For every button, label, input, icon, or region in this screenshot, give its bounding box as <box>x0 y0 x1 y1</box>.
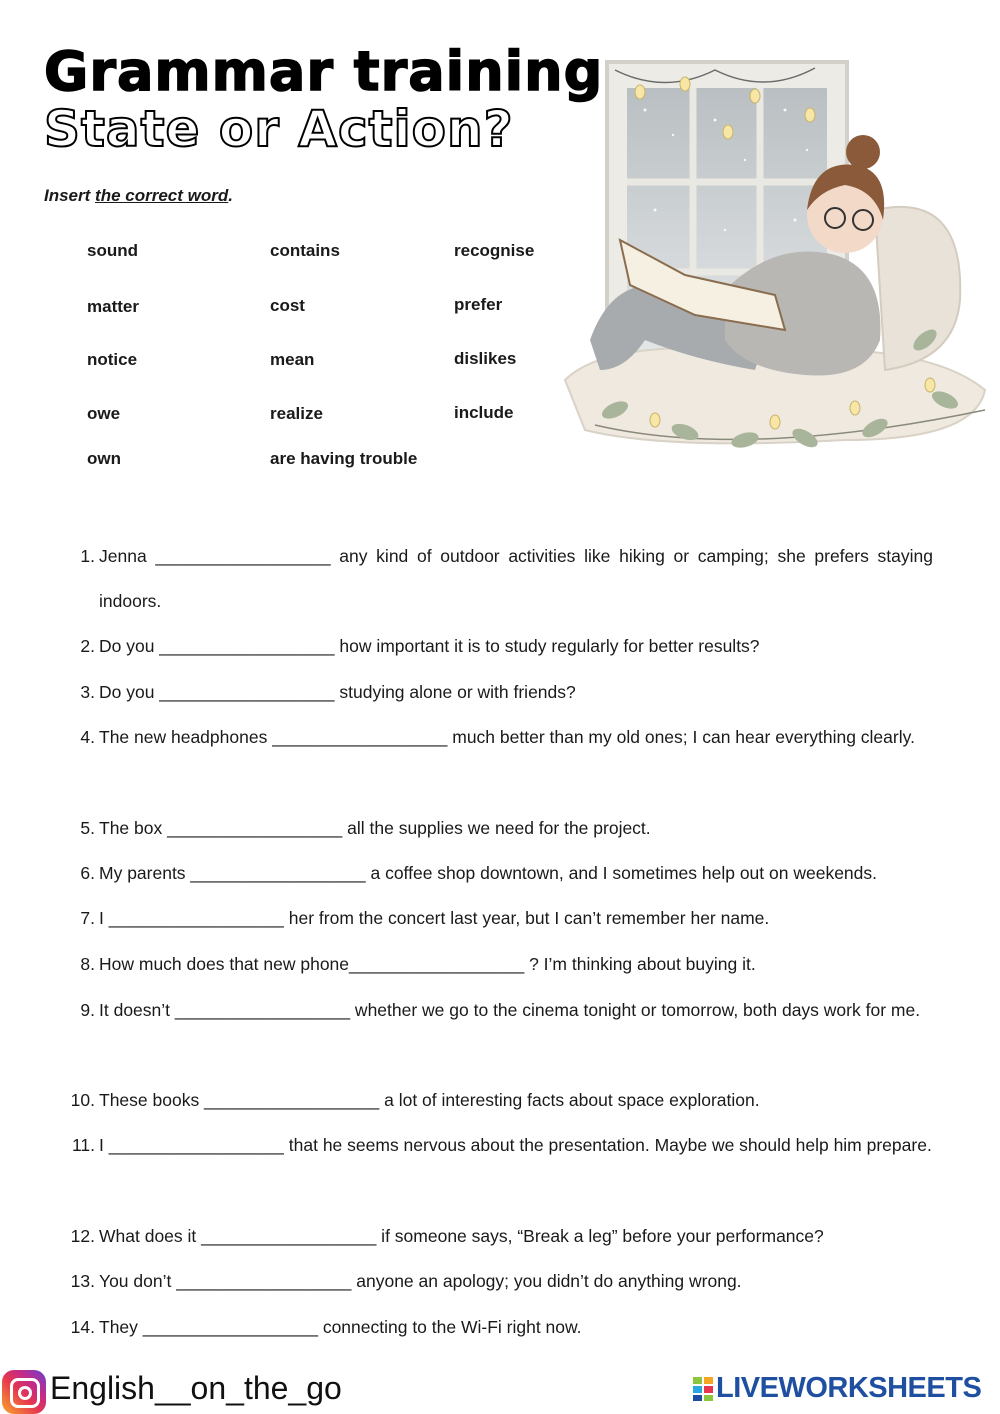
question-number: 14. <box>70 1317 95 1337</box>
question-text: The box __________________ all the supplies we need for the project. <box>99 818 651 838</box>
question-item <box>70 1305 933 1350</box>
word-bank-item: matter <box>87 297 139 316</box>
word-bank-item: contains <box>270 241 340 260</box>
word-bank-item: owe <box>87 404 121 423</box>
question-number: 6. <box>80 863 95 883</box>
question-text: You don’t __________________ anyone an apology; you didn’t do anything wrong. <box>99 1271 742 1291</box>
instruction <box>44 186 233 206</box>
question-number: 12. <box>70 1226 95 1246</box>
question-text: What does it __________________ if someone says, “Break a leg” before your performance? <box>99 1226 824 1246</box>
instagram-icon <box>2 1370 46 1414</box>
liveworksheets-icon <box>692 1376 714 1402</box>
question-item <box>71 1123 933 1168</box>
question-item <box>80 624 933 669</box>
page-title: Grammar training <box>44 40 604 103</box>
word-bank-item: include <box>454 403 514 422</box>
word-bank-item: mean <box>270 350 315 369</box>
word-bank-item: sound <box>87 241 138 260</box>
word-bank-item: are having trouble <box>270 449 418 468</box>
word-bank-item: dislikes <box>454 349 517 368</box>
question-item <box>80 534 933 624</box>
question-item <box>80 806 933 851</box>
question-text: The new headphones __________________ much better than my old ones; I can hear everything clearly. <box>99 727 915 747</box>
question-item <box>80 942 933 987</box>
word-bank-item: own <box>87 449 121 468</box>
question-text: My parents __________________ a coffee shop downtown, and I sometimes help out on weekends. <box>99 863 877 883</box>
question-number: 8. <box>80 954 95 974</box>
question-item <box>80 715 933 760</box>
question-text: I __________________ her from the concert last year, but I can’t remember her name. <box>99 908 770 928</box>
question-text: It doesn’t __________________ whether we go to the cinema tonight or tomorrow, both days work for me. <box>99 1000 921 1020</box>
question-text: Do you __________________ how important it is to study regularly for better results? <box>99 636 760 656</box>
question-item <box>80 670 933 715</box>
question-text: These books __________________ a lot of interesting facts about space exploration. <box>99 1090 760 1110</box>
instruction-suffix: . <box>228 186 233 205</box>
handle-text: English__on_the_go <box>50 1370 342 1406</box>
question-number: 10. <box>70 1090 95 1110</box>
word-bank-item: recognise <box>454 241 535 260</box>
reading-girl-illustration <box>545 40 995 510</box>
question-number: 2. <box>80 636 95 656</box>
word-bank-item: cost <box>270 296 305 315</box>
question-number: 3. <box>80 682 95 702</box>
question-number: 7. <box>80 908 95 928</box>
question-text: They __________________ connecting to the Wi-Fi right now. <box>99 1317 582 1337</box>
word-bank-item: prefer <box>454 295 503 314</box>
question-text: Do you __________________ studying alone or with friends? <box>99 682 576 702</box>
question-text: How much does that new phone__________________ ? I’m thinking about buying it. <box>99 954 756 974</box>
question-number: 11. <box>71 1135 95 1155</box>
word-bank-item: notice <box>87 350 138 369</box>
question-item <box>70 1078 933 1123</box>
question-number: 5. <box>80 818 95 838</box>
question-number: 9. <box>80 1000 95 1020</box>
instruction-underlined: the correct word <box>95 186 229 205</box>
question-text: I __________________ that he seems nervous about the presentation. Maybe we should help him prepare. <box>99 1135 932 1155</box>
question-item <box>70 1214 933 1259</box>
question-number: 13. <box>70 1271 95 1291</box>
question-number: 4. <box>80 727 95 747</box>
question-item <box>80 896 933 941</box>
question-number: 1. <box>80 546 95 566</box>
question-text: Jenna __________________ any kind of outdoor activities like hiking or camping; she prefers staying indoors. <box>99 546 933 611</box>
brand-text: LIVEWORKSHEETS <box>716 1372 982 1404</box>
question-item <box>70 1259 933 1304</box>
question-item <box>80 988 933 1033</box>
instruction-prefix: Insert <box>44 186 96 205</box>
question-item <box>80 851 933 896</box>
word-bank-item: realize <box>270 404 323 423</box>
page-subtitle: State or Action? <box>44 100 514 158</box>
